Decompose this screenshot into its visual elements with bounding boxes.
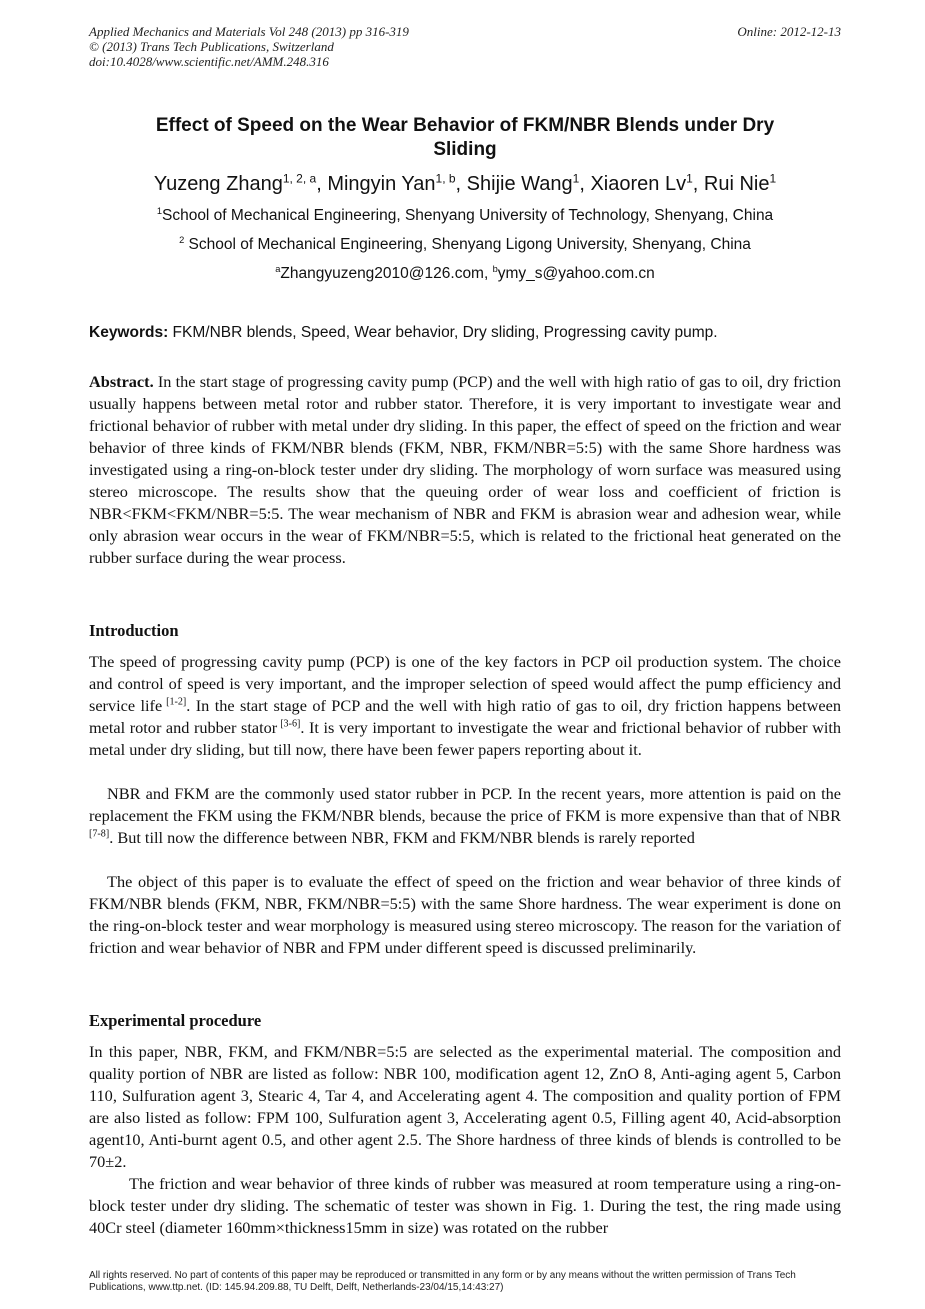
journal-header [89, 24, 841, 69]
keywords [89, 323, 841, 343]
introduction-paragraph-3: The object of this paper is to evaluate the effect of speed on the friction and wear behavior of three kinds of FKM/NBR blends (FKM, NBR, FKM/NBR=5:5) with the same Shore hardness. The wear experiment is done on the ring-on-block tester and wear morphology is measured using stereo microscopy. The reason for the variation of friction and wear behavior of NBR and FPM under different speed is discussed preliminarily. [89, 872, 841, 957]
experimental-paragraph-2: The friction and wear behavior of three kinds of rubber was measured at room temperature using a ring-on-block tester under dry sliding. The schematic of tester was shown in Fig. 1. During the test, the ring made using 40Cr steel (diameter 160mm×thickness15mm in size) was rotated on the rubber [89, 1174, 841, 1237]
copyright-line: © (2013) Trans Tech Publications, Switzerland [89, 39, 334, 54]
keywords-text: FKM/NBR blends, Speed, Wear behavior, Dry sliding, Progressing cavity pump. [168, 324, 718, 341]
citation-ref: [1-2] [162, 696, 187, 708]
affiliation-1 [89, 206, 841, 226]
doi-link[interactable]: doi:10.4028/www.scientific.net/AMM.248.316 [89, 54, 329, 69]
email-b[interactable]: ymy_s@yahoo.com.cn [497, 265, 655, 282]
abstract-text: In the start stage of progressing cavity pump (PCP) and the well with high ratio of gas to oil, dry friction usually happens between metal rotor and rubber stator. Therefore, it is very important to investigate wear and frictional behavior of rubber with metal under dry sliding. In this paper, the effect of speed on the friction and wear behavior of three kinds of FKM/NBR blends (FKM, NBR, FKM/NBR=5:5) with the same Shore hardness was investigated using a ring-on-block tester under dry sliding. The morphology of worn surface was measured using stereo microscope. The results show that the queuing order of wear loss and coefficient of friction is NBR<FKM<FKM/NBR=5:5. The wear mechanism of NBR and FKM is abrasion wear and adhesion wear, while only abrasion wear occurs in the wear of FKM/NBR=5:5, which is related to the frictional heat generated on the rubber surface during the wear process. [89, 372, 841, 567]
citation-ref: [7-8] [89, 828, 110, 840]
abstract-label: Abstract. [89, 372, 154, 391]
journal-citation: Applied Mechanics and Materials Vol 248 (2013) pp 316-319 [89, 24, 409, 39]
affiliation-2 [89, 235, 841, 255]
email-mark-a: a [275, 263, 281, 274]
section-heading-introduction: Introduction [89, 621, 179, 640]
author-emails [89, 264, 841, 284]
author-separator: , [316, 173, 328, 195]
affiliation-mark: 2 [179, 234, 185, 245]
introduction-paragraph-2 [89, 783, 841, 849]
paragraph-text: NBR and FKM are the commonly used stator rubber in PCP. In the recent years, more attention is paid on the replacement the FKM using the FKM/NBR blends, because the price of FKM is more expensive than that of NBR [89, 784, 841, 825]
author-affiliation-mark: 1, 2, a [282, 171, 317, 186]
author-name: Mingyin Yan [327, 173, 436, 195]
author-separator: , [455, 173, 467, 195]
author-affiliation-mark: 1 [769, 171, 777, 186]
affiliation-mark: 1 [156, 205, 162, 216]
author-name: Yuzeng Zhang [153, 173, 283, 195]
author-separator: , [579, 173, 591, 195]
citation-ref: [3-6] [277, 718, 301, 730]
copyright-footer: All rights reserved. No part of contents of this paper may be reproduced or transmitted in any form or by any means without the written permission of Trans Tech Publications, www.ttp.net. (ID: 145.94.209.88, TU Delft, Delft, Netherlands-23/04/15,14:43:27) [89, 1270, 796, 1293]
abstract [89, 371, 841, 569]
affiliation-text: School of Mechanical Engineering, Shenyang University of Technology, Shenyang, China [161, 207, 774, 224]
title-line-2: Sliding [433, 139, 497, 160]
experimental-paragraph-1: In this paper, NBR, FKM, and FKM/NBR=5:5 are selected as the experimental material. The composition and quality portion of NBR are listed as follow: NBR 100, modification agent 12, ZnO 8, Anti-aging agent 5, Carbon 110, Sulfuration agent 3, Stearic 4, Tar 4, and Accelerating agent 4. The composition and quality portion of FPM are also listed as follow: FPM 100, Sulfuration agent 3, Accelerating agent 0.5, Filling agent 40, Acid-absorption agent10, Anti-burnt agent 0.5, and other agent 2.5. The Shore hardness of three kinds of blends is controlled to be 70±2. [89, 1042, 841, 1171]
author-affiliation-mark: 1, b [435, 171, 456, 186]
paragraph-text: . In the start stage of PCP and the well with high ratio of gas to oil, dry friction happens between metal rotor and rubber stator [89, 696, 841, 737]
author-list [89, 171, 841, 197]
title-line-1: Effect of Speed on the Wear Behavior of FKM/NBR Blends under Dry [155, 115, 775, 136]
online-date: Online: 2012-12-13 [737, 24, 841, 39]
email-a[interactable]: Zhangyuzeng2010@126.com, [280, 265, 493, 282]
section-heading-experimental-procedure: Experimental procedure [89, 1011, 262, 1030]
email-mark-b: b [492, 263, 498, 274]
author-affiliation-mark: 1 [572, 171, 580, 186]
paragraph-text: . But till now the difference between NBR, FKM and FKM/NBR blends is rarely reported [109, 828, 695, 847]
affiliation-text: School of Mechanical Engineering, Shenyang Ligong University, Shenyang, China [184, 236, 751, 253]
keywords-label: Keywords: [89, 324, 169, 341]
paragraph-text: . It is very important to investigate the wear and frictional behavior of rubber with metal under dry sliding, but till now, there have been fewer papers reporting about it. [89, 718, 842, 759]
paper-title [89, 114, 841, 162]
author-name: Shijie Wang [466, 173, 573, 195]
author-separator: , [692, 173, 704, 195]
introduction-paragraph-1 [89, 651, 841, 761]
paragraph-text: The speed of progressing cavity pump (PCP) is one of the key factors in PCP oil production system. The choice and control of speed is very important, and the improper selection of speed would affect the pump efficiency and service life [89, 652, 841, 715]
author-affiliation-mark: 1 [686, 171, 693, 186]
author-name: Rui Nie [703, 173, 770, 195]
author-name: Xiaoren Lv [590, 173, 687, 195]
